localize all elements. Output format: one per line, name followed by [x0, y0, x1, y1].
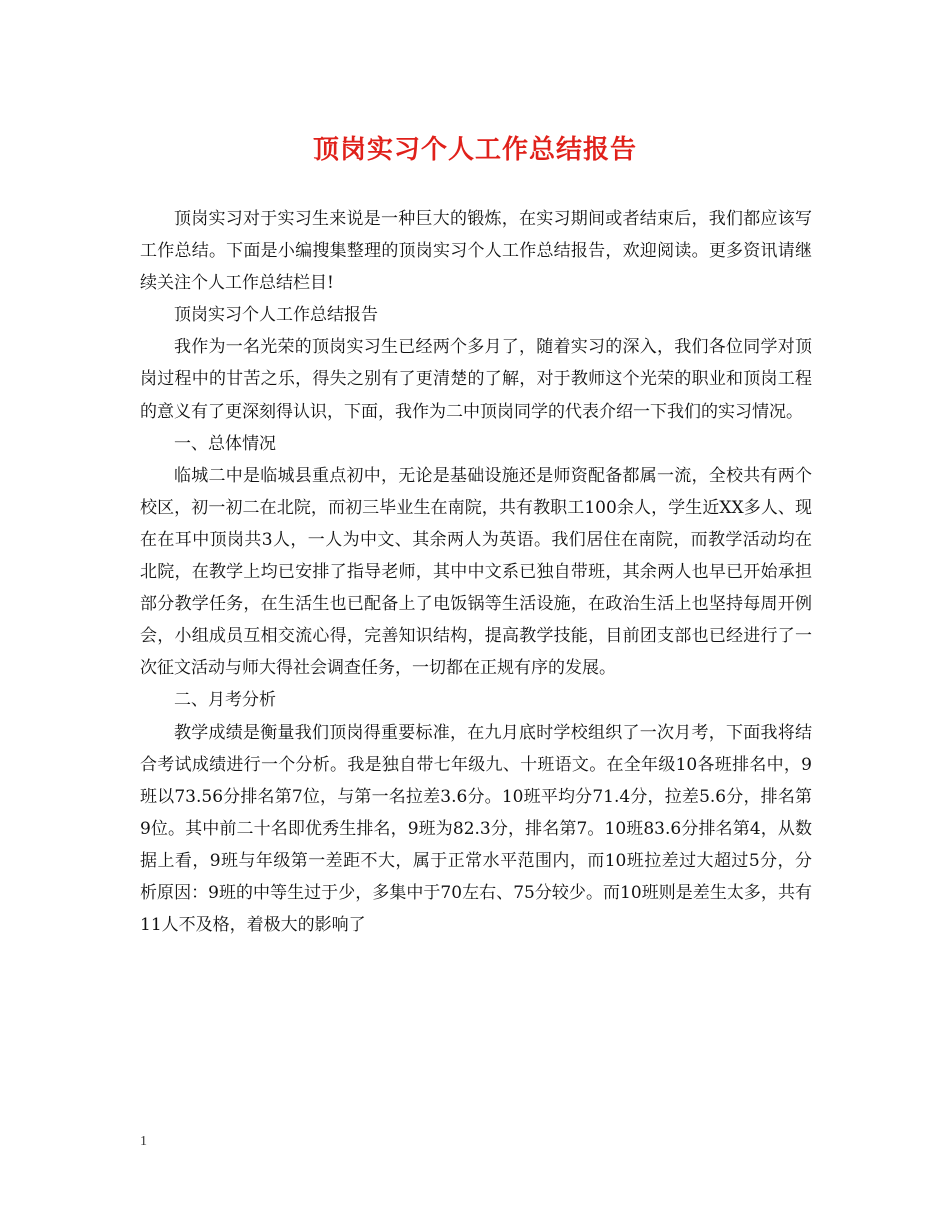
document-title: 顶岗实习个人工作总结报告 — [312, 135, 637, 165]
page-number: 1 — [140, 1134, 147, 1149]
document-body — [140, 203, 812, 941]
report-subtitle: 顶岗实习个人工作总结报告 — [174, 305, 378, 326]
intro-paragraph: 顶岗实习对于实习生来说是一种巨大的锻炼，在实习期间或者结束后，我们都应该写工作总结。下面是小编搜集整理的顶岗实习个人工作总结报告，欢迎阅读。更多资讯请继续关注个人工作总结栏目! — [140, 209, 812, 294]
monthly-exam-paragraph: 教学成绩是衡量我们顶岗得重要标准，在九月底时学校组织了一次月考，下面我将结合考试成绩进行一个分析。我是独自带七年级九、十班语文。在全年级10各班排名中，9班以73.56分排名第7位，与第一名拉差3.6分。10班平均分71.4分，拉差5.6分，排名第9位。其中前二十名即优秀生排名，9班为82.3分，排名第7。10班83.6分排名第4，从数据上看，9班与年级第一差距不大，属于正常水平范围内，而10班拉差过大超过5分，分析原因：9班的中等生过于少，多集中于70左右、75分较少。而10班则是差生太多，共有11人不及格，着极大的影响了 — [140, 722, 812, 936]
opening-paragraph: 我作为一名光荣的顶岗实习生已经两个多月了，随着实习的深入，我们各位同学对顶岗过程中的甘苦之乐，得失之别有了更清楚的了解，对于教师这个光荣的职业和顶岗工程的意义有了更深刻得认识，下面，我作为二中顶岗同学的代表介绍一下我们的实习情况。 — [140, 337, 812, 422]
section-heading-monthly-exam: 二、月考分析 — [174, 690, 276, 711]
section-heading-overview: 一、总体情况 — [174, 433, 276, 454]
overview-paragraph: 临城二中是临城县重点初中，无论是基础设施还是师资配备都属一流，全校共有两个校区，初一初二在北院，而初三毕业生在南院，共有教职工100余人，学生近XX多人、现在在耳中顶岗共3人，一人为中文、其余两人为英语。我们居住在南院，而教学活动均在北院，在教学上均已安排了指导老师，其中中文系已独自带班，其余两人也早已开始承担部分教学任务，在生活生也已配备上了电饭锅等生活设施，在政治生活上也坚持每周开例会，小组成员互相交流心得，完善知识结构，提高教学技能，目前团支部也已经进行了一次征文活动与师大得社会调查任务，一切都在正规有序的发展。 — [140, 465, 812, 679]
